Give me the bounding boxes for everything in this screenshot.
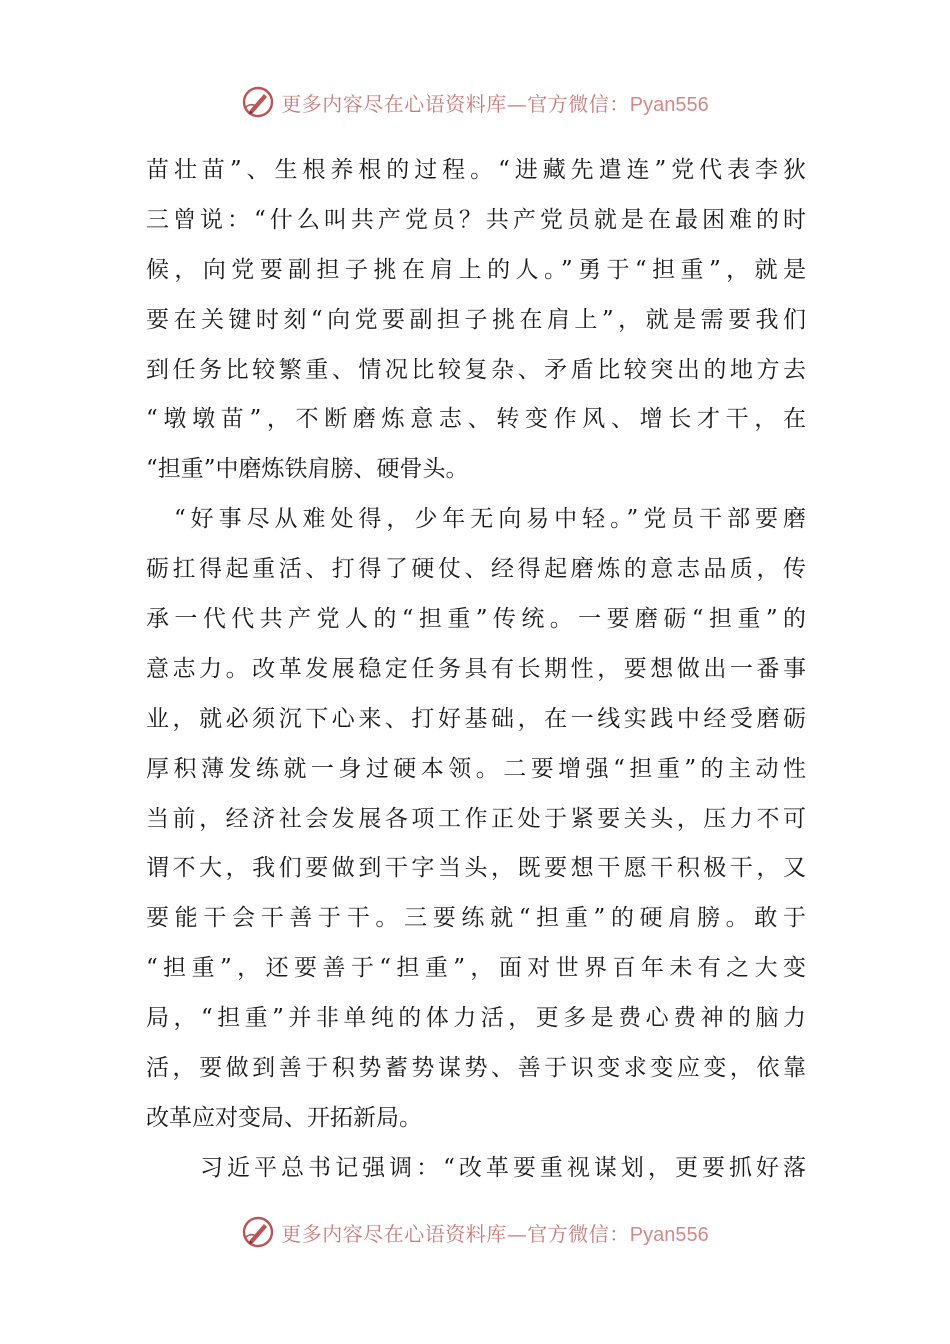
- text-line: 厚积薄发练就一身过硬本领。二要增强“担重”的主动性: [146, 755, 806, 782]
- text-line: 候，向党要副担子挑在肩上的人。”勇于“担重”，就是: [146, 256, 806, 283]
- pen-logo-icon: [241, 1215, 275, 1249]
- text-line: 到任务比较繁重、情况比较复杂、矛盾比较突出的地方去: [146, 356, 806, 383]
- wechat-id: Pyan556: [629, 1223, 709, 1246]
- text-line: 改革应对变局、开拓新局。: [146, 1104, 422, 1131]
- text-line: 苗壮苗”、生根养根的过程。“进藏先遣连”党代表李狄: [146, 157, 806, 183]
- text-line: 三曾说：“什么叫共产党员？共产党员就是在最困难的时: [146, 206, 806, 233]
- text-line: 局，“担重”并非单纯的体力活，更多是费心费神的脑力: [146, 1005, 806, 1032]
- text-line: 习近平总书记强调：“改革要重视谋划，更要抓好落: [146, 1154, 806, 1181]
- footer-banner: [0, 1212, 950, 1252]
- document-body: [146, 146, 806, 1194]
- text-line: “墩墩苗”，不断磨炼意志、转变作风、增长才干，在: [146, 406, 806, 433]
- text-line: 活，要做到善于积势蓄势谋势、善于识变求变应变，依靠: [146, 1055, 806, 1082]
- text-line: 业，就必须沉下心来、打好基础，在一线实践中经受磨砺: [146, 705, 806, 732]
- text-line: 当前，经济社会发展各项工作正处于紧要关头，压力不可: [146, 805, 806, 832]
- text-line: 谓不大，我们要做到干字当头，既要想干愿干积极干，又: [146, 855, 806, 882]
- text-line: 砺扛得起重活、打得了硬仗、经得起磨炼的意志品质，传: [146, 556, 806, 583]
- text-line: “担重”中磨炼铁肩膀、硬骨头。: [146, 456, 469, 483]
- banner-text: [281, 88, 708, 117]
- text-line: “担重”，还要善于“担重”，面对世界百年未有之大变: [146, 955, 806, 982]
- text-line: “好事尽从难处得，少年无向易中轻。”党员干部要磨: [146, 506, 806, 533]
- banner-prefix: 更多内容尽在心语资料库—官方微信：: [281, 1221, 630, 1246]
- banner-prefix: 更多内容尽在心语资料库—官方微信：: [281, 91, 630, 116]
- wechat-id: Pyan556: [629, 93, 709, 116]
- header-banner: [0, 82, 950, 122]
- text-line: 要能干会干善于干。三要练就“担重”的硬肩膀。敢于: [146, 905, 806, 932]
- banner-text: [281, 1218, 708, 1247]
- text-line: 要在关键时刻“向党要副担子挑在肩上”，就是需要我们: [146, 306, 806, 333]
- pen-logo-icon: [241, 85, 275, 119]
- text-line: 意志力。改革发展稳定任务具有长期性，要想做出一番事: [146, 655, 806, 682]
- text-line: 承一代代共产党人的“担重”传统。一要磨砺“担重”的: [146, 606, 806, 633]
